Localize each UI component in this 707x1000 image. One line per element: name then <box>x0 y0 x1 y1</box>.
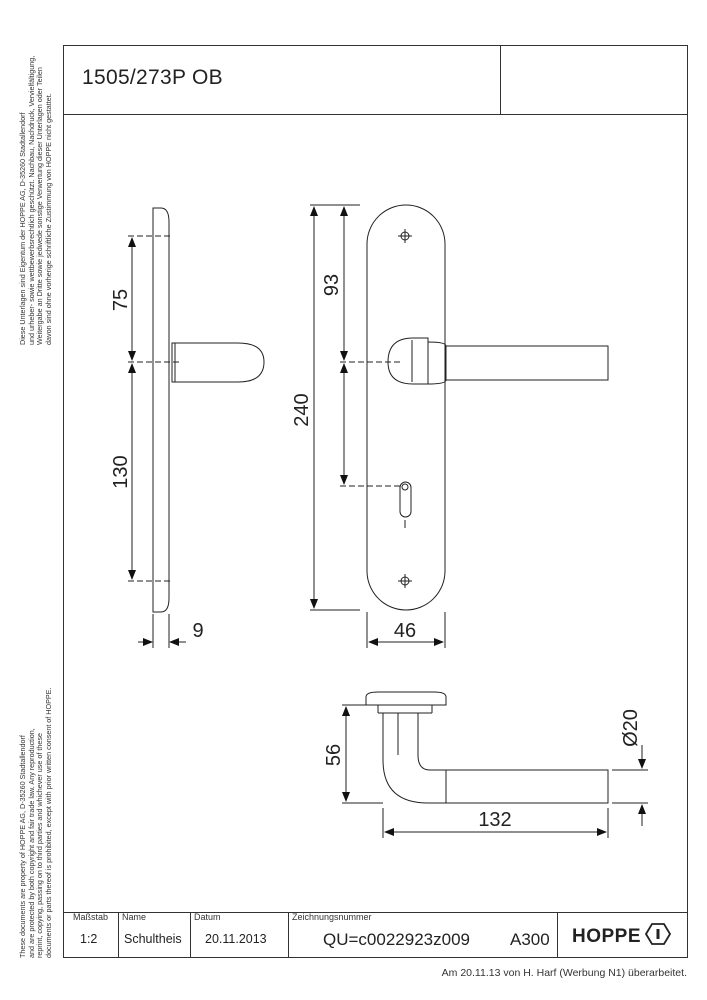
tb-divider-3 <box>288 912 289 958</box>
dim-diameter-20: Ø20 <box>620 709 642 747</box>
copyright-note-en: These documents are property of HOPPE AG, D-35260 Stadtallendorf and are protected by both copyright and fair trade law. Any reproduction, reprint, copying, passing on to third parties and whichever use of these documents or parts thereof is prohibited, except with prior written consent of HOPPE. <box>18 687 53 958</box>
tb-divider-4 <box>557 912 558 958</box>
zeichnung-value: QU=c0022923z009 <box>323 930 470 949</box>
massstab-label: Maßstab <box>73 912 109 922</box>
dim-56: 56 <box>323 743 345 767</box>
hoppe-logo-icon <box>645 923 671 945</box>
name-value: Schultheis <box>124 932 182 946</box>
backplate <box>367 205 445 610</box>
format-value: A300 <box>510 930 550 949</box>
dim-130: 130 <box>110 455 132 489</box>
massstab-value: 1:2 <box>80 932 98 946</box>
name-label: Name <box>122 912 147 922</box>
tb-divider-2 <box>190 912 191 958</box>
datum-label: Datum <box>194 912 221 922</box>
datum-value: 20.11.2013 <box>205 932 267 946</box>
hoppe-logo: HOPPE <box>572 920 667 948</box>
drawing-title: 1505/273P OB <box>82 66 223 89</box>
revision-footer: Am 20.11.13 von H. Harf (Werbung N1) überarbeitet. <box>441 967 687 979</box>
dim-75: 75 <box>110 288 132 312</box>
dim-46: 46 <box>393 620 417 642</box>
front-view <box>310 205 608 648</box>
dim-240: 240 <box>291 393 313 427</box>
copyright-note-de: Diese Unterlagen sind Eigentum der HOPPE AG, D-35260 Stadtallendorf und urheber- sowie wettbewerbsrechtlich geschützt. Nachbau, Nachdruck, Vervielfältigung, Weitergabe an Dritte sowie jedwede sonstige Verwertung dieser Unterlagen oder Teilen davon sind ohne vorherige schriftliche Zustimmung von HOPPE nicht gestattet. <box>18 55 53 345</box>
plate-profile <box>153 208 169 612</box>
lever-side-profile <box>172 343 264 382</box>
dim-9: 9 <box>192 620 204 642</box>
side-view <box>128 208 264 648</box>
dim-93: 93 <box>321 273 343 297</box>
zeichnung-label: Zeichnungsnummer <box>292 912 372 922</box>
tb-divider-1 <box>118 912 119 958</box>
dim-132: 132 <box>478 809 512 831</box>
